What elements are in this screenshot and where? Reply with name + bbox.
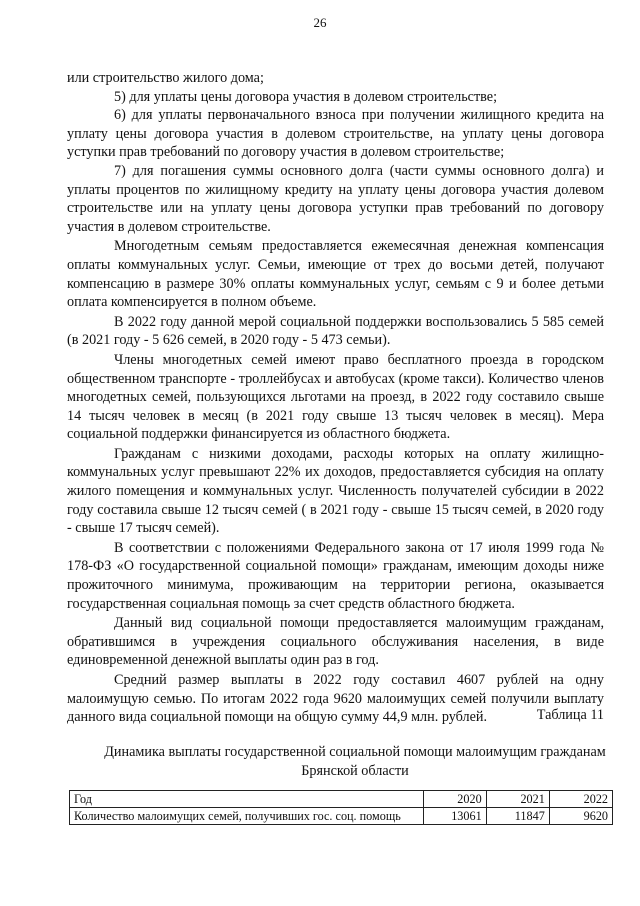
table-header-cell: 2020 [423,791,486,808]
paragraph: Гражданам с низкими доходами, расходы которых на оплату жилищно-коммунальных услуг превышают 22% их доходов, предоставляется субсидия на оплату жилого помещения и коммунальных услуг. Численность получателей субсидии в 2022 году составила свыше 12 тысяч семей ( в 2021 году - свыше 15 тысяч семей, в 2020 году - свыше 17 тысяч семей). [67,445,604,537]
paragraph: 5) для уплаты цены договора участия в долевом строительстве; [114,88,498,105]
table-cell: 9620 [549,808,612,825]
paragraph: 7) для погашения суммы основного долга (части суммы основного долга) и уплаты процентов по жилищному кредиту на уплату цены договора участия долевом строительстве или на уплату цены договора уступки прав требований по договору участия в долевом строительстве. [67,162,604,235]
table-cell: 13061 [423,808,486,825]
table-label: Таблица 11 [536,707,604,723]
paragraph: В 2022 году данной мерой социальной поддержки воспользовались 5 585 семей (в 2021 году - 5 626 семей, в 2020 году - 5 473 семьи). [67,313,604,349]
table-header-cell: 2021 [486,791,549,808]
page-number: 26 [313,15,327,30]
table-header-cell: Год [70,791,424,808]
paragraph: Члены многодетных семей имеют право бесплатного проезда в городском общественном транспорте - троллейбусах и автобусах (кроме такси). Количество членов многодетных семей, пользующихся льготами на проезд, в 2022 году составило свыше 14 тысяч человек в месяц (в 2021 году свыше 13 тысяч человек в месяц). Мера социальной поддержки финансируется из областного бюджета. [67,351,604,443]
paragraph: Данный вид социальной помощи предоставляется малоимущим гражданам, обратившимся в учреждения социального обслуживания населения, в виде единовременной денежной выплаты один раз в год. [67,615,604,669]
paragraph: В соответствии с положениями Федерального закона от 17 июля 1999 года № 178-ФЗ «О государственной социальной помощи» гражданам, имеющим доходы ниже прожиточного минимума, проживающим на территории региона, оказывается государственная социальная помощь за счет средств областного бюджета. [67,539,604,612]
paragraph: Средний размер выплаты в 2022 году составил 4607 рублей на одну малоимущую семью. По итогам 2022 года 9620 малоимущих семей получили выплату данного вида социальной помощи на общую сумму 44,9 млн. рублей. [67,672,604,726]
paragraph: или строительство жилого дома; [67,70,264,86]
table-row [70,808,613,825]
document-body [67,69,604,727]
table-header-row [70,791,613,808]
table-cell: 11847 [486,808,549,825]
paragraph: Многодетным семьям предоставляется ежемесячная денежная компенсация оплаты коммунальных услуг. Семьи, имеющие от трех до восьми детей, получают компенсацию в размере 30% оплаты коммунальных услуг, семьям с 9 и более детьми оплата компенсируется в полном объеме. [67,238,604,311]
table-caption: Динамика выплаты государственной социальной помощи малоимущим гражданам Брянской области [104,744,606,779]
table-header-cell: 2022 [549,791,612,808]
paragraph: 6) для уплаты первоначального взноса при получении жилищного кредита на уплату цены договора участия в долевом строительстве, на уплату цены договора уступки прав требований по договору участия в долевом строительстве; [67,107,604,161]
table-cell: Количество малоимущих семей, получивших гос. соц. помощь [70,808,424,825]
data-table [69,790,613,825]
